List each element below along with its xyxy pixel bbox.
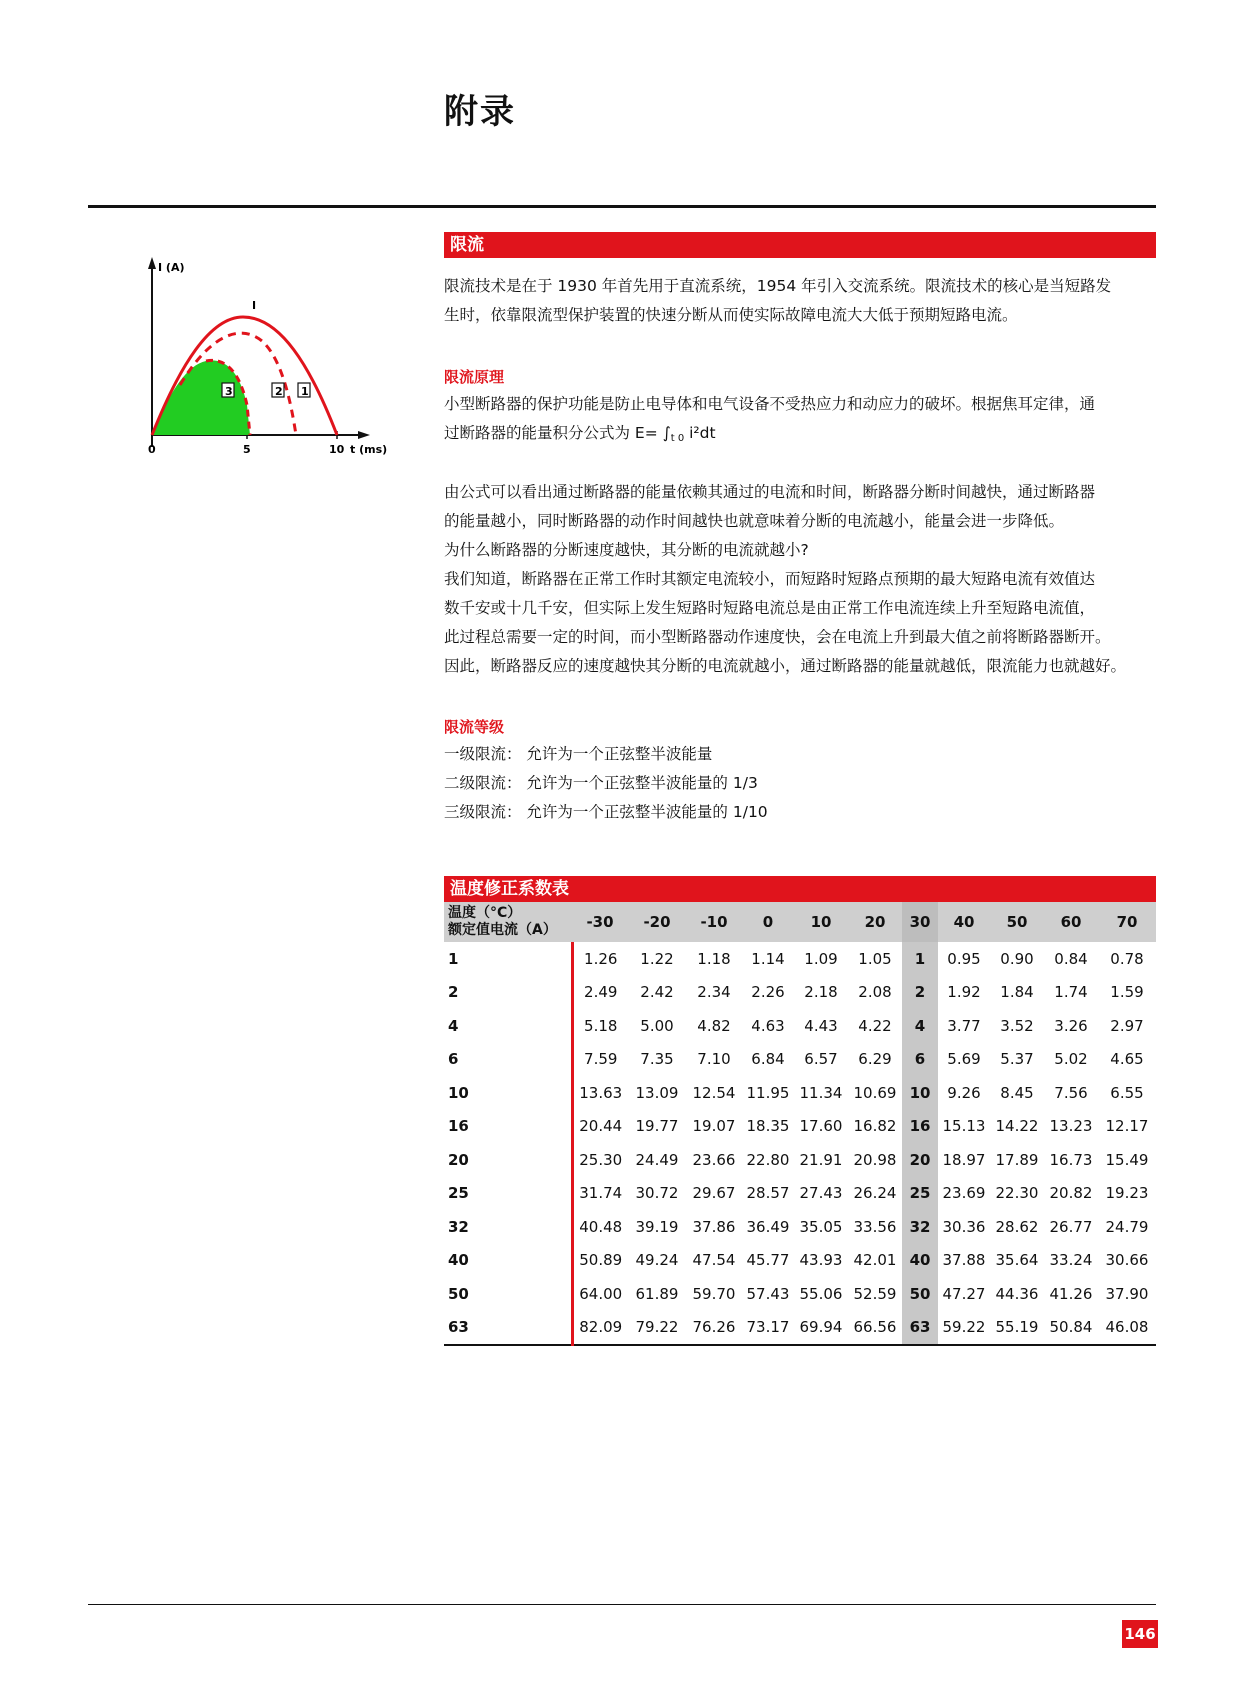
table-row	[444, 1143, 1156, 1177]
principle-line-1: 小型断路器的保护功能是防止电导体和电气设备不受热应力和动应力的破坏。根据焦耳定律，通	[444, 395, 1096, 413]
rated-current-cell: 16	[444, 1110, 572, 1144]
correction-value-cell: 22.30	[995, 1184, 1039, 1203]
correction-value-cell: 16	[902, 1110, 938, 1144]
correction-value-cell: 20.44	[579, 1117, 623, 1136]
correction-value-cell: 23.69	[942, 1184, 986, 1203]
correction-value-cell: 1.26	[584, 949, 618, 968]
rated-current-cell: 63	[444, 1311, 572, 1346]
correction-value-cell: 19.07	[692, 1117, 736, 1136]
correction-value-cell: 59.22	[938, 1311, 990, 1346]
correction-value-cell: 0.84	[1054, 949, 1088, 968]
correction-value-cell: 24.49	[635, 1150, 679, 1169]
correction-value-cell: 13.23	[1049, 1117, 1093, 1136]
temp-header: 30	[902, 902, 938, 942]
temp-header: 10	[794, 902, 848, 942]
current-limiting-figure	[140, 255, 400, 460]
correction-value-cell: 8.45	[1000, 1083, 1034, 1102]
correction-value-cell: 32	[902, 1210, 938, 1244]
intro-line-2: 生时，依靠限流型保护装置的快速分断从而使实际故障电流大大低于预期短路电流。	[444, 306, 1018, 324]
para-line: 此过程总需要一定的时间，而小型断路器动作速度快，会在电流上升到最大值之前将断路器断开。	[444, 628, 1111, 646]
correction-value-cell: 17.60	[799, 1117, 843, 1136]
correction-value-cell: 2.34	[697, 983, 731, 1002]
rated-current-cell: 50	[444, 1277, 572, 1311]
correction-value-cell: 82.09	[572, 1311, 628, 1346]
correction-value-cell: 42.01	[853, 1251, 897, 1270]
correction-value-cell: 5.69	[947, 1050, 981, 1069]
correction-value-cell: 28.62	[995, 1217, 1039, 1236]
correction-value-cell: 5.37	[1000, 1050, 1034, 1069]
table-row	[444, 1311, 1156, 1346]
temp-header: 20	[848, 902, 902, 942]
grade-item: 一级限流： 允许为一个正弦整半波能量	[444, 745, 713, 763]
correction-value-cell: 2.49	[584, 983, 618, 1002]
correction-value-cell: 1.14	[751, 949, 785, 968]
intro-paragraph	[444, 272, 1158, 330]
correction-value-cell: 11.34	[799, 1083, 843, 1102]
para-line: 为什么断路器的分断速度越快，其分断的电流就越小?	[444, 541, 809, 559]
page-title: 附录	[444, 92, 516, 132]
correction-value-cell: 4.63	[751, 1016, 785, 1035]
table-row	[444, 1177, 1156, 1211]
correction-value-cell: 1.05	[858, 949, 892, 968]
table-row	[444, 1009, 1156, 1043]
para-line: 由公式可以看出通过断路器的能量依赖其通过的电流和时间，断路器分断时间越快，通过断路器	[444, 483, 1096, 501]
temp-header: 50	[990, 902, 1044, 942]
table-header-row	[444, 902, 1156, 942]
top-divider	[88, 205, 1156, 208]
correction-value-cell: 6.29	[858, 1050, 892, 1069]
correction-value-cell: 14.22	[995, 1117, 1039, 1136]
correction-value-cell: 6.57	[804, 1050, 838, 1069]
correction-value-cell: 1.84	[1000, 983, 1034, 1002]
grade-list	[444, 740, 1158, 827]
formula-limits: t 0	[670, 433, 685, 444]
correction-value-cell: 3.52	[1000, 1016, 1034, 1035]
correction-value-cell: 1.09	[804, 949, 838, 968]
explanation-paragraph	[444, 478, 1158, 681]
correction-value-cell: 52.59	[853, 1284, 897, 1303]
corner-temp-label: 温度（°C）	[448, 905, 522, 921]
table-row	[444, 942, 1156, 976]
correction-value-cell: 3.77	[947, 1016, 981, 1035]
correction-value-cell: 12.17	[1105, 1117, 1149, 1136]
rated-current-cell: 20	[444, 1143, 572, 1177]
y-axis-label: I (A)	[158, 261, 185, 274]
rated-current-cell: 4	[444, 1009, 572, 1043]
correction-value-cell: 47.54	[692, 1251, 736, 1270]
current-limiting-svg	[140, 255, 400, 460]
table-body	[444, 942, 1156, 1345]
rated-current-cell: 2	[444, 976, 572, 1010]
correction-value-cell: 39.19	[635, 1217, 679, 1236]
correction-value-cell: 0.78	[1110, 949, 1144, 968]
correction-value-cell: 17.89	[995, 1150, 1039, 1169]
correction-value-cell: 3.26	[1054, 1016, 1088, 1035]
correction-value-cell: 47.27	[942, 1284, 986, 1303]
grade-item: 三级限流： 允许为一个正弦整半波能量的 1/10	[444, 803, 768, 821]
para-line: 因此，断路器反应的速度越快其分断的电流就越小，通过断路器的能量就越低，限流能力也就越好。	[444, 657, 1127, 675]
box-1-label: 1	[301, 385, 309, 398]
temp-header: 40	[938, 902, 990, 942]
correction-value-cell: 16.73	[1049, 1150, 1093, 1169]
temp-header: -10	[686, 902, 742, 942]
correction-value-cell: 0.90	[1000, 949, 1034, 968]
correction-value-cell: 5.02	[1054, 1050, 1088, 1069]
temp-header: -20	[628, 902, 686, 942]
correction-value-cell: 29.67	[692, 1184, 736, 1203]
formula-prefix: 过断路器的能量积分公式为 E= ∫	[444, 424, 671, 442]
correction-value-cell: 25.30	[579, 1150, 623, 1169]
temp-header: 0	[742, 902, 794, 942]
correction-value-cell: 26.24	[853, 1184, 897, 1203]
correction-value-cell: 31.74	[579, 1184, 623, 1203]
correction-value-cell: 21.91	[799, 1150, 843, 1169]
correction-value-cell: 55.19	[990, 1311, 1044, 1346]
correction-value-cell: 43.93	[799, 1251, 843, 1270]
rated-current-cell: 6	[444, 1043, 572, 1077]
correction-value-cell: 25	[902, 1177, 938, 1211]
temp-header: -30	[572, 902, 628, 942]
correction-value-cell: 28.57	[746, 1184, 790, 1203]
box-2-label: 2	[275, 385, 283, 398]
correction-value-cell: 7.10	[697, 1050, 731, 1069]
table-row	[444, 1277, 1156, 1311]
correction-value-cell: 50.89	[579, 1251, 623, 1270]
tick-label-10: 10	[329, 443, 345, 456]
correction-value-cell: 20	[902, 1143, 938, 1177]
corner-header	[444, 902, 572, 942]
correction-value-cell: 23.66	[692, 1150, 736, 1169]
correction-value-cell: 33.56	[853, 1217, 897, 1236]
correction-value-cell: 35.05	[799, 1217, 843, 1236]
correction-value-cell: 19.23	[1105, 1184, 1149, 1203]
grade-heading: 限流等级	[444, 718, 505, 736]
correction-value-cell: 13.63	[579, 1083, 623, 1102]
correction-value-cell: 46.08	[1098, 1311, 1156, 1346]
rated-current-cell: 1	[444, 942, 572, 976]
temp-header: 60	[1044, 902, 1098, 942]
correction-value-cell: 30.36	[942, 1217, 986, 1236]
correction-value-cell: 2.42	[640, 983, 674, 1002]
temperature-correction-table	[444, 876, 1156, 1346]
correction-value-cell: 5.00	[640, 1016, 674, 1035]
table-title: 温度修正系数表	[444, 876, 1156, 902]
correction-value-cell: 4.82	[697, 1016, 731, 1035]
correction-value-cell: 6.55	[1110, 1083, 1144, 1102]
correction-value-cell: 57.43	[746, 1284, 790, 1303]
principle-heading: 限流原理	[444, 368, 505, 386]
correction-value-cell: 26.77	[1049, 1217, 1093, 1236]
corner-rated-label: 额定值电流（A）	[448, 922, 557, 938]
table-row	[444, 1210, 1156, 1244]
correction-value-cell: 66.56	[848, 1311, 902, 1346]
correction-value-cell: 40	[902, 1244, 938, 1278]
principle-line-2	[444, 419, 1158, 453]
correction-value-cell: 2.08	[858, 983, 892, 1002]
correction-value-cell: 27.43	[799, 1184, 843, 1203]
curve-label: I	[252, 299, 257, 312]
correction-value-cell: 69.94	[794, 1311, 848, 1346]
tick-label-0: 0	[148, 443, 156, 456]
correction-value-cell: 63	[902, 1311, 938, 1346]
correction-value-cell: 45.77	[746, 1251, 790, 1270]
correction-value-cell: 7.35	[640, 1050, 674, 1069]
correction-value-cell: 0.95	[947, 949, 981, 968]
correction-value-cell: 40.48	[579, 1217, 623, 1236]
para-line: 我们知道，断路器在正常工作时其额定电流较小，而短路时短路点预期的最大短路电流有效值达	[444, 570, 1096, 588]
correction-value-cell: 41.26	[1049, 1284, 1093, 1303]
correction-value-cell: 10	[902, 1076, 938, 1110]
correction-value-cell: 5.18	[584, 1016, 618, 1035]
table-row	[444, 976, 1156, 1010]
correction-value-cell: 44.36	[995, 1284, 1039, 1303]
correction-value-cell: 59.70	[692, 1284, 736, 1303]
correction-value-cell: 2.26	[751, 983, 785, 1002]
tick-label-5: 5	[243, 443, 251, 456]
intro-line-1: 限流技术是在于 1930 年首先用于直流系统，1954 年引入交流系统。限流技术的核心是当短路发	[444, 277, 1112, 295]
section-heading-current-limiting: 限流	[444, 232, 1156, 258]
correction-value-cell: 1.18	[697, 949, 731, 968]
correction-value-cell: 4	[902, 1009, 938, 1043]
correction-value-cell: 50	[902, 1277, 938, 1311]
box-3-label: 3	[225, 385, 233, 398]
correction-value-cell: 20.98	[853, 1150, 897, 1169]
correction-value-cell: 1	[902, 942, 938, 976]
table-row	[444, 1110, 1156, 1144]
principle-paragraph	[444, 390, 1158, 453]
correction-value-cell: 64.00	[579, 1284, 623, 1303]
correction-value-cell: 1.59	[1110, 983, 1144, 1002]
correction-value-cell: 35.64	[995, 1251, 1039, 1270]
para-line: 的能量越小，同时断路器的动作时间越快也就意味着分断的电流越小，能量会进一步降低。	[444, 512, 1065, 530]
table-row	[444, 1076, 1156, 1110]
correction-value-cell: 1.92	[947, 983, 981, 1002]
correction-value-cell: 36.49	[746, 1217, 790, 1236]
temp-header: 70	[1098, 902, 1156, 942]
correction-value-cell: 7.56	[1054, 1083, 1088, 1102]
correction-table	[444, 902, 1156, 1346]
correction-value-cell: 18.35	[746, 1117, 790, 1136]
correction-value-cell: 10.69	[853, 1083, 897, 1102]
correction-value-cell: 2.18	[804, 983, 838, 1002]
para-line: 数千安或十几千安，但实际上发生短路时短路电流总是由正常工作电流连续上升至短路电流值，	[444, 599, 1096, 617]
table-row	[444, 1244, 1156, 1278]
bottom-divider	[88, 1604, 1156, 1605]
correction-value-cell: 79.22	[628, 1311, 686, 1346]
correction-value-cell: 76.26	[686, 1311, 742, 1346]
correction-value-cell: 1.22	[640, 949, 674, 968]
rated-current-cell: 25	[444, 1177, 572, 1211]
correction-value-cell: 19.77	[635, 1117, 679, 1136]
correction-value-cell: 2	[902, 976, 938, 1010]
correction-value-cell: 50.84	[1044, 1311, 1098, 1346]
page-number: 146	[1122, 1620, 1158, 1648]
correction-value-cell: 6	[902, 1043, 938, 1077]
correction-value-cell: 4.22	[858, 1016, 892, 1035]
correction-value-cell: 4.65	[1110, 1050, 1144, 1069]
correction-value-cell: 37.86	[692, 1217, 736, 1236]
correction-value-cell: 7.59	[584, 1050, 618, 1069]
rated-current-cell: 10	[444, 1076, 572, 1110]
correction-value-cell: 33.24	[1049, 1251, 1093, 1270]
grade-item: 二级限流： 允许为一个正弦整半波能量的 1/3	[444, 774, 758, 792]
rated-current-cell: 40	[444, 1244, 572, 1278]
correction-value-cell: 11.95	[746, 1083, 790, 1102]
correction-value-cell: 18.97	[942, 1150, 986, 1169]
correction-value-cell: 4.43	[804, 1016, 838, 1035]
correction-value-cell: 6.84	[751, 1050, 785, 1069]
correction-value-cell: 55.06	[799, 1284, 843, 1303]
correction-value-cell: 13.09	[635, 1083, 679, 1102]
correction-value-cell: 1.74	[1054, 983, 1088, 1002]
correction-value-cell: 2.97	[1110, 1016, 1144, 1035]
correction-value-cell: 24.79	[1105, 1217, 1149, 1236]
y-axis-arrow	[148, 257, 156, 269]
table-row	[444, 1043, 1156, 1077]
rated-current-cell: 32	[444, 1210, 572, 1244]
correction-value-cell: 20.82	[1049, 1184, 1093, 1203]
correction-value-cell: 16.82	[853, 1117, 897, 1136]
formula-suffix: i²dt	[684, 424, 716, 442]
correction-value-cell: 30.66	[1105, 1251, 1149, 1270]
x-axis-arrow	[358, 431, 370, 439]
correction-value-cell: 22.80	[746, 1150, 790, 1169]
correction-value-cell: 30.72	[635, 1184, 679, 1203]
correction-value-cell: 9.26	[947, 1083, 981, 1102]
correction-value-cell: 49.24	[635, 1251, 679, 1270]
correction-value-cell: 37.88	[942, 1251, 986, 1270]
correction-value-cell: 37.90	[1105, 1284, 1149, 1303]
x-axis-label: t (ms)	[350, 443, 388, 456]
correction-value-cell: 61.89	[635, 1284, 679, 1303]
correction-value-cell: 15.13	[942, 1117, 986, 1136]
correction-value-cell: 15.49	[1105, 1150, 1149, 1169]
correction-value-cell: 12.54	[692, 1083, 736, 1102]
correction-value-cell: 73.17	[742, 1311, 794, 1346]
